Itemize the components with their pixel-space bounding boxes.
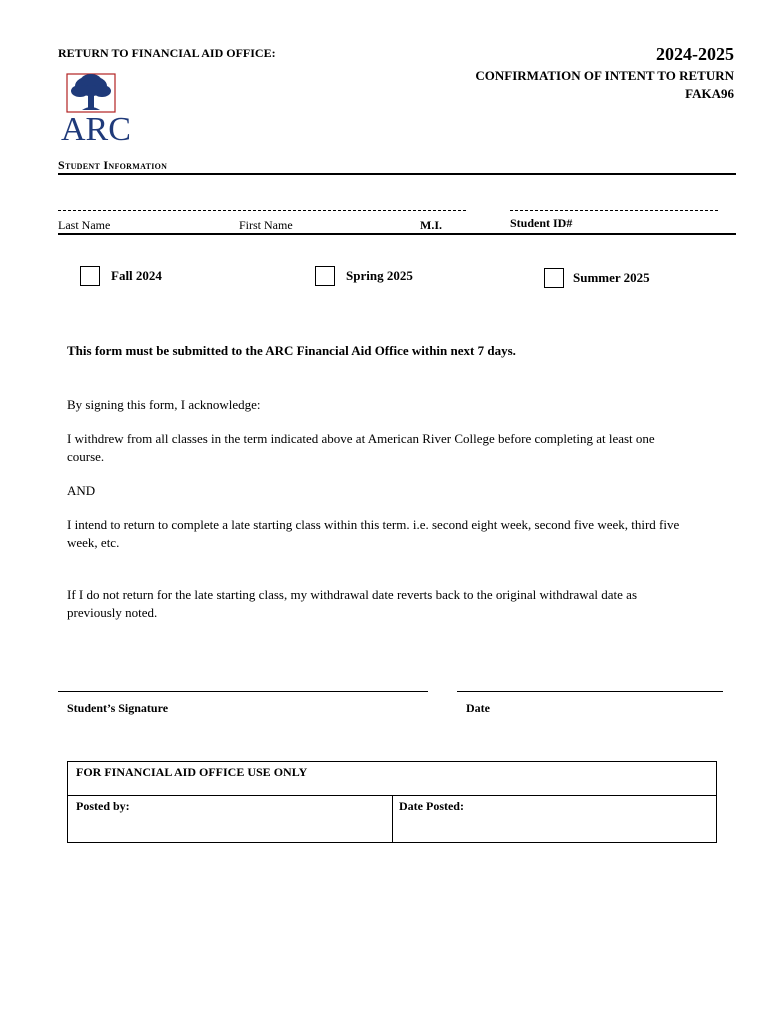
intend-statement: I intend to return to complete a late starting class within this term. i.e. second eight week, second five week, third five week, etc. xyxy=(67,517,680,550)
withdrew-statement: I withdrew from all classes in the term indicated above at American River College before completing at least one course. xyxy=(67,431,655,464)
date-line[interactable] xyxy=(457,691,723,692)
fall-term-checkbox[interactable] xyxy=(80,266,100,286)
spring-term-label: Spring 2025 xyxy=(346,268,413,283)
and-connector: AND xyxy=(67,483,96,498)
signature-label: Student’s Signature xyxy=(67,701,169,715)
summer-term-label: Summer 2025 xyxy=(573,270,650,285)
fall-term-label: Fall 2024 xyxy=(111,268,162,283)
summer-term-checkbox[interactable] xyxy=(544,268,564,288)
revert-statement: If I do not return for the late starting class, my withdrawal date reverts back to the original withdrawal date as previously noted. xyxy=(67,587,638,620)
return-to-label: RETURN TO FINANCIAL AID OFFICE: xyxy=(58,46,276,60)
office-use-box xyxy=(67,761,717,843)
last-name-label: Last Name xyxy=(58,218,111,232)
name-fill-line[interactable] xyxy=(58,210,466,211)
posted-by-label: Posted by: xyxy=(76,799,130,813)
date-label: Date xyxy=(466,701,490,715)
student-id-fill-line[interactable] xyxy=(510,210,718,211)
name-rule xyxy=(58,233,736,235)
office-use-column-divider xyxy=(392,795,393,842)
middle-initial-label: M.I. xyxy=(420,218,442,232)
date-posted-label: Date Posted: xyxy=(399,799,464,813)
first-name-label: First Name xyxy=(239,218,293,232)
spring-term-checkbox[interactable] xyxy=(315,266,335,286)
office-use-title: FOR FINANCIAL AID OFFICE USE ONLY xyxy=(76,765,308,779)
submission-notice: This form must be submitted to the ARC Financial Aid Office within next 7 days. xyxy=(67,343,516,358)
section-rule xyxy=(58,173,736,175)
form-code: FAKA96 xyxy=(685,86,734,101)
award-year: 2024-2025 xyxy=(656,44,734,64)
section-title-student-information: Student Information xyxy=(58,158,168,172)
form-title: CONFIRMATION OF INTENT TO RETURN xyxy=(475,68,734,83)
student-id-label: Student ID# xyxy=(510,216,573,230)
acknowledge-intro: By signing this form, I acknowledge: xyxy=(67,397,261,412)
arc-logo xyxy=(58,72,142,144)
logo-text: ARC xyxy=(61,111,131,144)
signature-line[interactable] xyxy=(58,691,428,692)
